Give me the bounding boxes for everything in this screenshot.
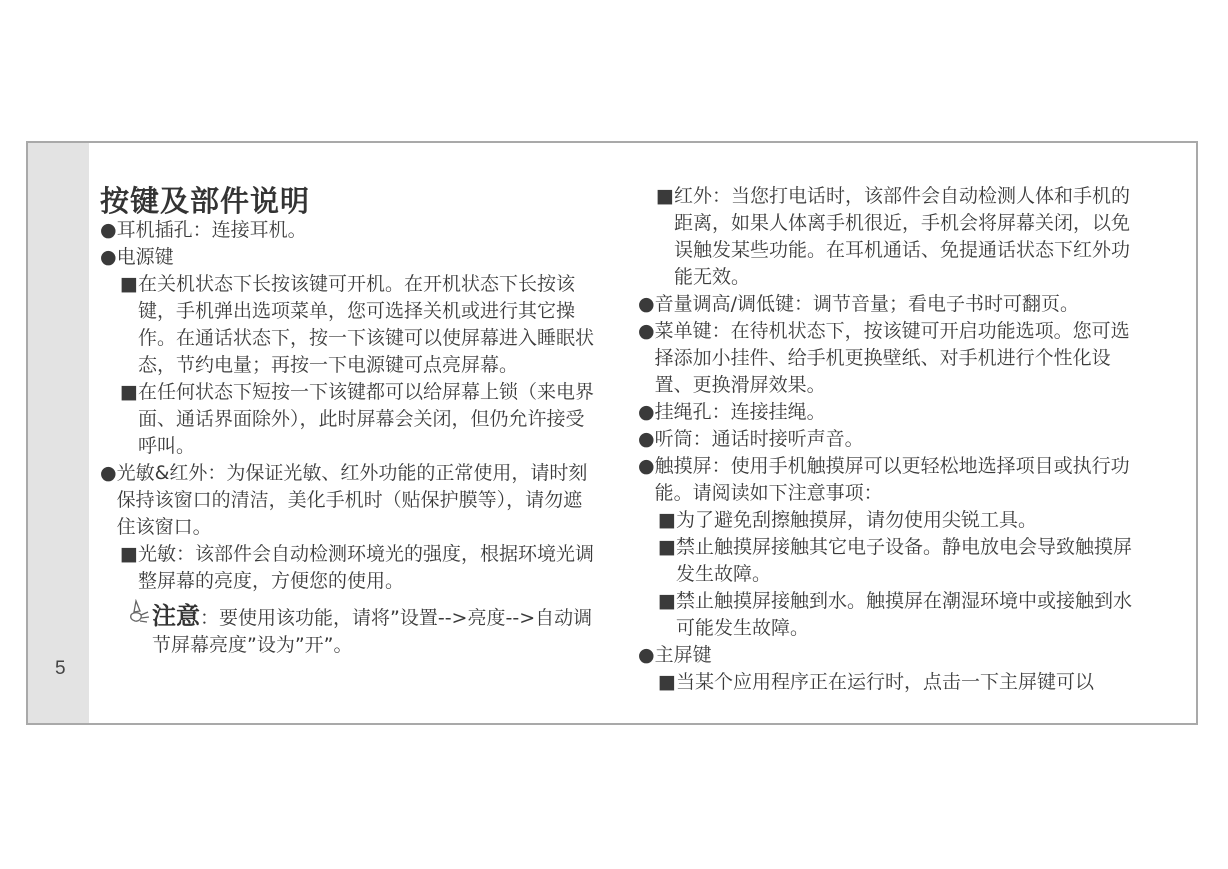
pencil-hand-icon bbox=[128, 599, 152, 629]
bullet-dot: ● bbox=[638, 428, 655, 450]
item-text: 音量调高/调低键：调节音量；看电子书时可翻页。 bbox=[654, 293, 1079, 315]
right-column bbox=[638, 183, 1138, 696]
item-text: 挂绳孔：连接挂绳。 bbox=[654, 401, 826, 423]
item-text: 主屏键 bbox=[654, 644, 712, 666]
item-text: 当某个应用程序正在运行时，点击一下主屏键可以 bbox=[675, 671, 1094, 693]
left-column bbox=[100, 183, 600, 659]
bullet-dot: ● bbox=[638, 293, 655, 315]
item-infrared bbox=[638, 183, 1138, 291]
item-text: 光敏&红外：为保证光敏、红外功能的正常使用，请时刻保持该窗口的清洁，美化手机时（贴保护膜等），请勿遮住该窗口。 bbox=[116, 462, 588, 538]
item-volume-keys bbox=[638, 291, 1138, 318]
item-text: 禁止触摸屏接触到水。触摸屏在潮湿环境中或接触到水可能发生故障。 bbox=[675, 590, 1132, 639]
item-text: 在任何状态下短按一下该键都可以给屏幕上锁（来电界面、通话界面除外），此时屏幕会关闭，但仍允许接受呼叫。 bbox=[137, 381, 594, 457]
item-touchscreen bbox=[638, 453, 1138, 507]
item-power-key bbox=[100, 244, 600, 271]
item-text: 电源键 bbox=[116, 246, 174, 268]
item-text: 光敏：该部件会自动检测环境光的强度，根据环境光调整屏幕的亮度，方便您的使用。 bbox=[137, 543, 594, 592]
item-text: 为了避免刮擦触摸屏，请勿使用尖锐工具。 bbox=[675, 509, 1037, 531]
note-text: ：要使用该功能，请将”设置-->亮度-->自动调节屏幕亮度”设为”开”。 bbox=[152, 607, 593, 656]
bullet-square: ■ bbox=[120, 273, 138, 295]
bullet-dot: ● bbox=[100, 462, 117, 484]
item-text: 触摸屏：使用手机触摸屏可以更轻松地选择项目或执行功能。请阅读如下注意事项： bbox=[654, 455, 1130, 504]
item-touchscreen-scratch bbox=[638, 507, 1138, 534]
note-callout bbox=[100, 603, 600, 659]
item-strap-hole bbox=[638, 399, 1138, 426]
bullet-square: ■ bbox=[658, 509, 676, 531]
bullet-square: ■ bbox=[120, 543, 138, 565]
page-margin-strip bbox=[28, 143, 89, 723]
item-touchscreen-static bbox=[638, 534, 1138, 588]
bullet-square: ■ bbox=[658, 671, 676, 693]
bullet-square: ■ bbox=[656, 185, 674, 207]
bullet-square: ■ bbox=[658, 536, 676, 558]
bullet-dot: ● bbox=[638, 401, 655, 423]
note-heading: 注意 bbox=[152, 602, 200, 630]
bullet-square: ■ bbox=[658, 590, 676, 612]
item-home-key bbox=[638, 642, 1138, 669]
item-text: 在关机状态下长按该键可开机。在开机状态下长按该键，手机弹出选项菜单，您可选择关机或进行其它操作。在通话状态下，按一下该键可以使屏幕进入睡眠状态，节约电量；再按一下电源键可点亮屏幕。 bbox=[137, 273, 594, 376]
item-home-key-detail bbox=[638, 669, 1138, 696]
page-number: 5 bbox=[55, 658, 66, 679]
item-earphone-jack bbox=[100, 217, 600, 244]
item-menu-key bbox=[638, 318, 1138, 399]
bullet-dot: ● bbox=[638, 455, 655, 477]
item-text: 听筒：通话时接听声音。 bbox=[654, 428, 864, 450]
item-text: 菜单键：在待机状态下，按该键可开启功能选项。您可选择添加小挂件、给手机更换壁纸、对手机进行个性化设置、更换滑屏效果。 bbox=[654, 320, 1130, 396]
bullet-dot: ● bbox=[100, 219, 117, 241]
bullet-dot: ● bbox=[100, 246, 117, 268]
note-body bbox=[152, 603, 600, 659]
item-text: 红外：当您打电话时，该部件会自动检测人体和手机的距离，如果人体离手机很近，手机会将屏幕关闭，以免误触发某些功能。在耳机通话、免提通话状态下红外功能无效。 bbox=[673, 185, 1130, 288]
manual-page bbox=[26, 141, 1198, 725]
item-receiver bbox=[638, 426, 1138, 453]
item-power-short-press bbox=[100, 379, 600, 460]
bullet-dot: ● bbox=[638, 644, 655, 666]
bullet-square: ■ bbox=[120, 381, 138, 403]
item-light-sensor bbox=[100, 460, 600, 541]
item-touchscreen-water bbox=[638, 588, 1138, 642]
item-text: 耳机插孔：连接耳机。 bbox=[116, 219, 307, 241]
item-text: 禁止触摸屏接触其它电子设备。静电放电会导致触摸屏发生故障。 bbox=[675, 536, 1132, 585]
item-power-long-press bbox=[100, 271, 600, 379]
item-light-sensor-detail bbox=[100, 541, 600, 595]
section-title: 按键及部件说明 bbox=[100, 184, 311, 218]
bullet-dot: ● bbox=[638, 320, 655, 342]
